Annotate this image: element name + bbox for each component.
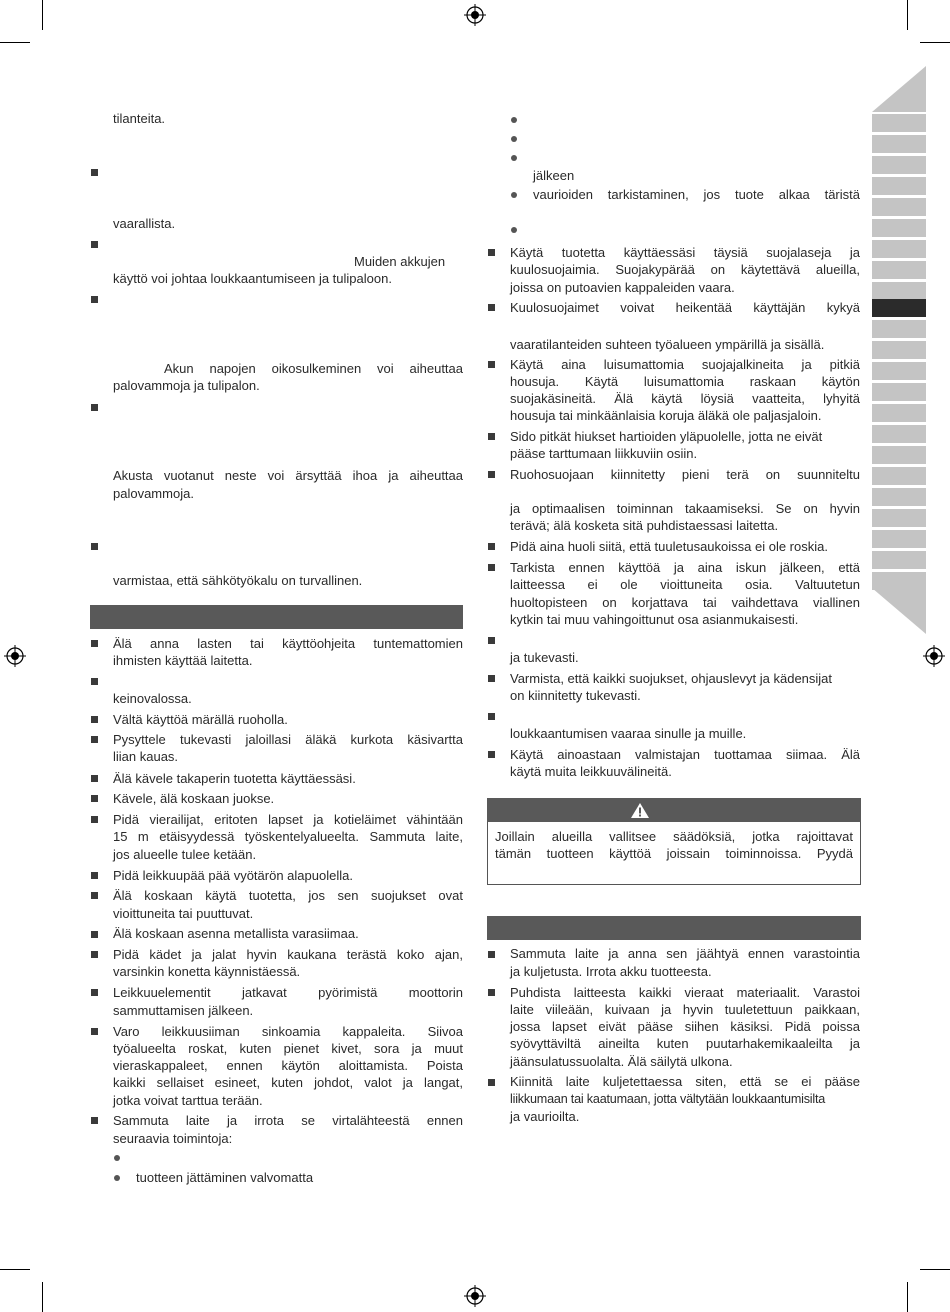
language-tab[interactable] <box>872 177 926 195</box>
square-bullet <box>91 872 98 879</box>
text-line: varsinkin konetta käynnistäessä. <box>113 964 301 979</box>
square-bullet <box>91 1028 98 1035</box>
text-line: ihmisten käyttää laitetta. <box>113 653 253 668</box>
round-bullet <box>114 1155 120 1161</box>
text-line: laite viileään, kuivaan ja hyvin tuuletettuun paikkaan, <box>510 1002 860 1017</box>
text-line: Kiinnitä laite kuljetettaessa siten, että se ei pääse <box>510 1074 860 1089</box>
registration-mark-icon <box>464 1285 486 1307</box>
text-line: Käytä ainoastaan valmistajan tuottamaa siimaa. Älä <box>510 747 860 762</box>
text-line: Kuulosuojaimet voivat heikentää käyttäjän kykyä <box>510 300 860 315</box>
text-line: vioittuneita tai puuttuvat. <box>113 906 254 921</box>
text-line: loukkaantumisen vaaraa sinulle ja muille. <box>510 726 747 741</box>
language-tab[interactable] <box>872 467 926 485</box>
square-bullet <box>488 564 495 571</box>
text-line: Älä koskaan käytä tuotetta, jos sen suojukset ovat <box>113 888 463 903</box>
square-bullet <box>91 296 98 303</box>
text-line: Pidä leikkuupää pää vyötärön alapuolella. <box>113 868 353 883</box>
language-tab[interactable] <box>872 446 926 464</box>
text-line: jäänsulatussuolalta. Älä säilytä ulkona. <box>510 1054 733 1069</box>
text-line: laitteessa ei ole vioittuneita osia. Valtuutetun <box>510 577 860 592</box>
square-bullet <box>91 951 98 958</box>
language-tab[interactable] <box>872 530 926 548</box>
text-line: kaikki sellaiset esineet, kuten johdot, valot ja langat, <box>113 1075 463 1090</box>
square-bullet <box>488 751 495 758</box>
square-bullet <box>91 169 98 176</box>
square-bullet <box>91 816 98 823</box>
square-bullet <box>91 640 98 647</box>
language-tab[interactable] <box>872 240 926 258</box>
square-bullet <box>488 304 495 311</box>
text-line: joissa on putoavien kappaleiden vaara. <box>510 280 735 295</box>
text-line: liikkumaan tai kaatumaan, jotta vältytään loukkaantumisilta <box>510 1092 826 1106</box>
square-bullet <box>91 736 98 743</box>
round-bullet <box>114 1175 120 1181</box>
text-line: seuraavia toimintoja: <box>113 1131 233 1146</box>
text-line: ja optimaalisen toiminnan takaamiseksi. Se on hyvin <box>510 501 860 516</box>
text-line: palovammoja. <box>113 486 194 501</box>
text-line: jotka voivat tarttua terään. <box>113 1093 263 1108</box>
language-tab[interactable] <box>872 341 926 359</box>
text-line: keinovalossa. <box>113 691 192 706</box>
language-tab[interactable] <box>872 488 926 506</box>
square-bullet <box>91 795 98 802</box>
text-line: Varo leikkuusiiman sinkoamia kappaleita. Siivoa <box>113 1024 463 1039</box>
registration-mark-icon <box>923 645 945 667</box>
square-bullet <box>488 543 495 550</box>
text-line: jos alueelle tulee ketään. <box>113 847 257 862</box>
crop-mark <box>42 1282 43 1312</box>
square-bullet <box>488 637 495 644</box>
text-line: kytkin tai muu vahingoittunut osa asianmukaisesti. <box>510 612 799 627</box>
square-bullet <box>488 433 495 440</box>
text-line: Puhdista laitteesta kaikki vieraat materiaalit. Varastoi <box>510 985 860 1000</box>
square-bullet <box>488 471 495 478</box>
registration-mark-icon <box>464 4 486 26</box>
language-tab[interactable] <box>872 282 926 300</box>
text-line: Akusta vuotanut neste voi ärsyttää ihoa ja aiheuttaa <box>113 468 463 483</box>
text-line: housuja. Käytä luisumattomia raskaan käytön <box>510 374 860 389</box>
text-line: vaarallista. <box>113 216 176 231</box>
text-line: Käytä aina luisumattomia suojajalkineita ja pitkiä <box>510 357 860 372</box>
text-line: Vältä käyttöä märällä ruoholla. <box>113 712 288 727</box>
text-line: ja vaurioilta. <box>510 1109 580 1124</box>
square-bullet <box>91 241 98 248</box>
text-line: palovammoja ja tulipalon. <box>113 378 260 393</box>
text-line: 15 m etäisyydessä työskentelyalueelta. Sammuta laite, <box>113 829 463 844</box>
text-line: Sido pitkät hiukset hartioiden yläpuolelle, jotta ne eivät <box>510 429 823 444</box>
crop-mark <box>0 42 30 43</box>
crop-mark <box>42 0 43 30</box>
section-header-bar <box>487 916 861 940</box>
language-tab[interactable] <box>872 261 926 279</box>
tab-corner-top <box>872 66 926 112</box>
text-line: Joillain alueilla vallitsee säädöksiä, jotka rajoittavat <box>495 829 853 844</box>
text-line: Pysyttele tukevasti jaloillasi äläkä kurkota käsivartta <box>113 732 463 747</box>
square-bullet <box>91 775 98 782</box>
round-bullet <box>511 227 517 233</box>
text-line: liian kauas. <box>113 749 179 764</box>
warning-triangle-icon <box>630 802 650 819</box>
text-line: tilanteita. <box>113 111 166 126</box>
text-line: ja tukevasti. <box>510 650 579 665</box>
round-bullet <box>511 136 517 142</box>
square-bullet <box>91 716 98 723</box>
text-line: Pidä vierailijat, eritoten lapset ja kotieläimet vähintään <box>113 812 463 827</box>
text-line: terävä; älä kosketa sitä puhdistaessasi laitetta. <box>510 518 779 533</box>
round-bullet <box>511 192 517 198</box>
round-bullet <box>511 155 517 161</box>
text-line: Sammuta laite ja anna sen jäähtyä ennen varastointia <box>510 946 860 961</box>
language-tab-active[interactable] <box>872 299 926 317</box>
text-line: Leikkuuelementit jatkavat pyörimistä moottorin <box>113 985 463 1000</box>
square-bullet <box>488 951 495 958</box>
tab-corner-bottom <box>872 588 926 634</box>
text-line: Älä kävele takaperin tuotetta käyttäessäsi. <box>113 771 356 786</box>
language-tab[interactable] <box>872 320 926 338</box>
section-header-bar <box>90 605 463 629</box>
text-line: vaaratilanteiden suhteen työalueen ympärillä ja sisällä. <box>510 337 825 352</box>
text-line: Älä koskaan asenna metallista varasiimaa. <box>113 926 359 941</box>
crop-mark <box>907 0 908 30</box>
text-line: varmistaa, että sähkötyökalu on turvallinen. <box>113 573 363 588</box>
text-line: Tarkista ennen käyttöä ja aina iskun jälkeen, että <box>510 560 860 575</box>
text-line: ja kuljetusta. Irrota akku tuotteesta. <box>510 964 712 979</box>
warning-header <box>487 798 861 822</box>
text-line: huoltopisteen on korjattava tai vaihdettava viallinen <box>510 595 860 610</box>
text-line: syövyttäviltä aineilta kuten puutarhakemikaaleilta ja <box>510 1036 860 1051</box>
text-line: Muiden akkujen <box>354 254 446 269</box>
text-line: kuulosuojaimia. Suojakypärää on käytettävä alueilla, <box>510 262 860 277</box>
text-line: pääse tarttumaan liikkuviin osiin. <box>510 446 698 461</box>
text-line: on kiinnitetty tukevasti. <box>510 688 641 703</box>
text-line: Akun napojen oikosulkeminen voi aiheuttaa <box>164 361 463 376</box>
language-tab[interactable] <box>872 219 926 237</box>
text-line: käytä muita leikkuuvälineitä. <box>510 764 672 779</box>
language-tab[interactable] <box>872 551 926 569</box>
text-line: Älä anna lasten tai käyttöohjeita tuntemattomien <box>113 636 463 651</box>
square-bullet <box>488 675 495 682</box>
crop-mark <box>907 1282 908 1312</box>
square-bullet <box>91 892 98 899</box>
text-line: jossa lapset eivät pääse siihen käsiksi. Pidä poissa <box>510 1019 860 1034</box>
text-line: vaurioiden tarkistaminen, jos tuote alkaa täristä <box>533 187 860 202</box>
language-tab[interactable] <box>872 135 926 153</box>
square-bullet <box>488 361 495 368</box>
text-line: Käytä tuotetta käyttäessäsi täysiä suojalaseja ja <box>510 245 860 260</box>
text-line: Varmista, että kaikki suojukset, ohjauslevyt ja kädensijat <box>510 671 833 686</box>
language-tab[interactable] <box>872 383 926 401</box>
text-line: tämän tuotteen käyttöä joissain toiminnoissa. Pyydä <box>495 846 853 861</box>
square-bullet <box>488 989 495 996</box>
text-line: Kävele, älä koskaan juokse. <box>113 791 275 806</box>
crop-mark <box>920 42 950 43</box>
language-tab[interactable] <box>872 509 926 527</box>
square-bullet <box>91 543 98 550</box>
text-line: työalueelta roskat, kuten pienet kivet, sora ja muut <box>113 1041 463 1056</box>
text-line: Ruohosuojaan kiinnitetty pieni terä on suunniteltu <box>510 467 860 482</box>
square-bullet <box>91 404 98 411</box>
registration-mark-icon <box>4 645 26 667</box>
language-tab[interactable] <box>872 114 926 132</box>
square-bullet <box>488 713 495 720</box>
language-tab[interactable] <box>872 362 926 380</box>
text-line: vieraskappaleet, ennen käytön aloittamista. Poista <box>113 1058 463 1073</box>
square-bullet <box>488 249 495 256</box>
square-bullet <box>91 678 98 685</box>
square-bullet <box>488 1079 495 1086</box>
crop-mark <box>920 1269 950 1270</box>
square-bullet <box>91 931 98 938</box>
square-bullet <box>91 989 98 996</box>
crop-mark <box>0 1269 30 1270</box>
language-tab[interactable] <box>872 198 926 216</box>
text-line: tuotteen jättäminen valvomatta <box>136 1170 314 1185</box>
language-tab[interactable] <box>872 156 926 174</box>
language-tab[interactable] <box>872 404 926 422</box>
language-tab[interactable] <box>872 425 926 443</box>
text-line: sammuttamisen jälkeen. <box>113 1003 254 1018</box>
text-line: Pidä kädet ja jalat hyvin kaukana terästä koko ajan, <box>113 947 463 962</box>
text-line: jälkeen <box>533 168 575 183</box>
text-line: Sammuta laite ja irrota se virtalähteestä ennen <box>113 1113 463 1128</box>
text-line: Pidä aina huoli siitä, että tuuletusaukoissa ei ole roskia. <box>510 539 828 554</box>
text-line: suojakäsineitä. Älä käytä löysiä vaatteita, lyhyitä <box>510 391 860 406</box>
round-bullet <box>511 117 517 123</box>
text-line: housuja tai minkäänlaisia koruja äläkä ole paljasjaloin. <box>510 408 822 423</box>
text-line: käyttö voi johtaa loukkaantumiseen ja tulipaloon. <box>113 271 392 286</box>
square-bullet <box>91 1117 98 1124</box>
